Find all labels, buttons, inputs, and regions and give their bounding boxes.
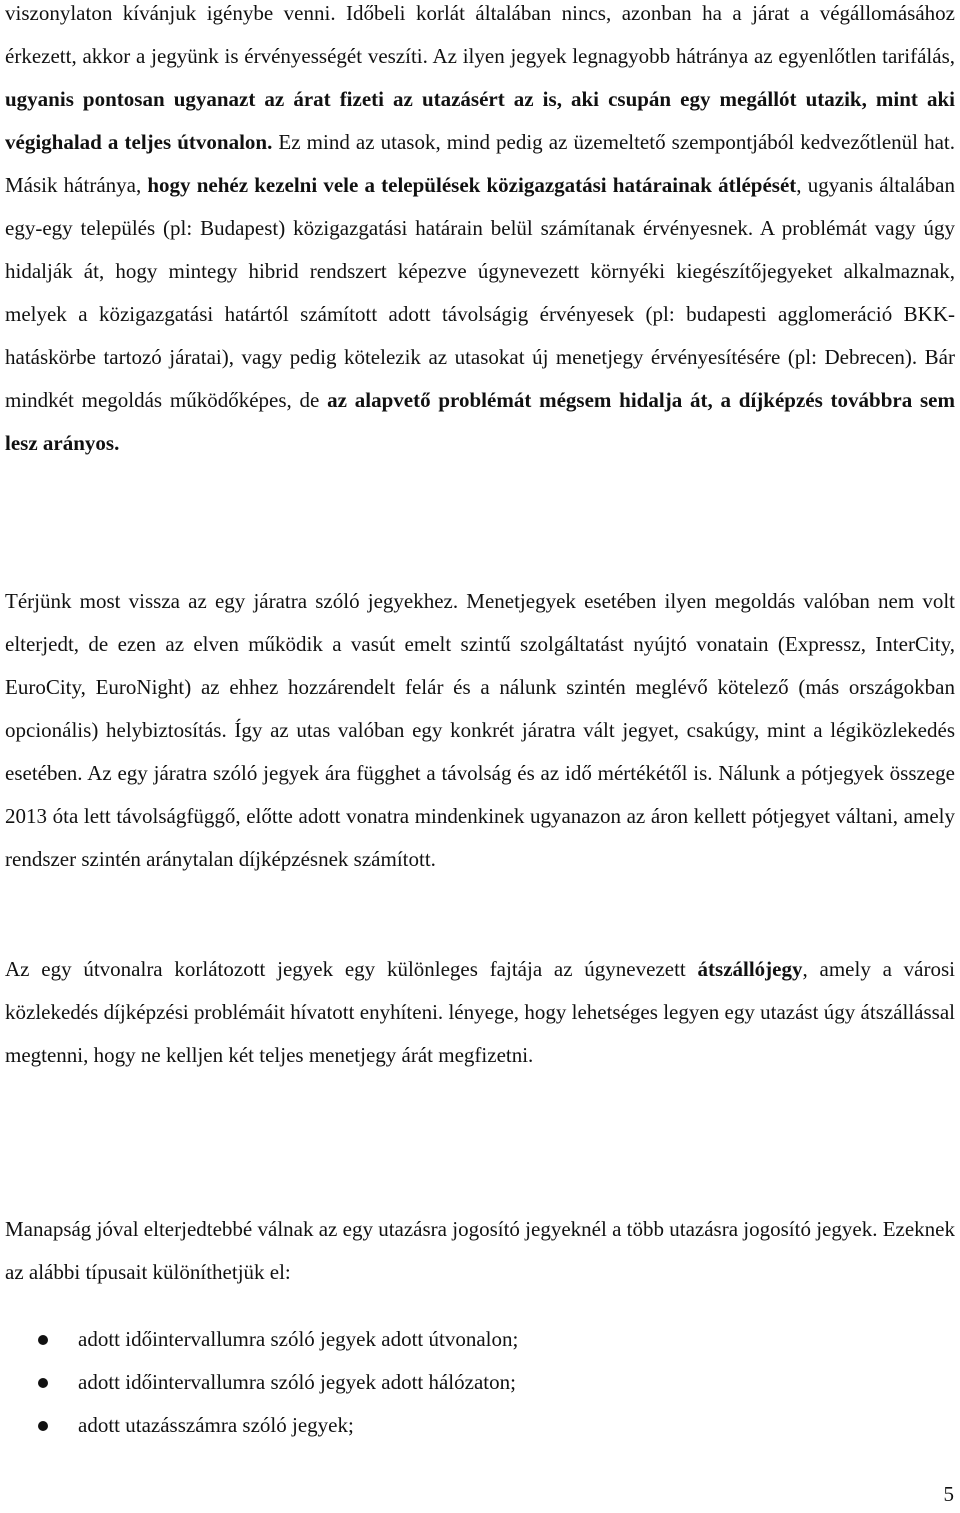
text-run: Az egy útvonalra korlátozott jegyek egy különleges fajtája az úgynevezett [5, 957, 698, 981]
bullet-icon [38, 1378, 48, 1388]
text-run: , ugyanis általában egy-egy település (pl: Budapest) közigazgatási határain belül számítanak érvényesnek. A problémát vagy úgy hidalják át, hogy mintegy hibrid rendszert képezve úgynevezett környéki kiegészítőjegyeket alkalmaznak, melyek a közigazgatási határtól számított adott távolságig érvényesek (pl: budapesti agglomeráció BKK-hatáskörbe tartozó járatai), vagy pedig kötelezik az utasokat új menetjegy érvényesítésére (pl: Debrecen). Bár mindkét megoldás működőképes, de [5, 173, 955, 412]
paragraph-multi-trip-intro [5, 1208, 955, 1294]
paragraph-transfer-ticket [5, 948, 955, 1077]
bullet-icon [38, 1421, 48, 1431]
bold-text-run: átszállójegy [697, 957, 803, 981]
page-number: 5 [943, 1482, 954, 1506]
paragraph-per-trip-tickets [5, 580, 955, 881]
list-item: adott utazásszámra szóló jegyek; [5, 1404, 955, 1447]
bullet-icon [38, 1335, 48, 1345]
ticket-types-list [5, 1318, 955, 1447]
paragraph-single-route-tickets [5, 0, 955, 465]
bold-text-run: az alapvető problémát mégsem hidalja át, a díjképzés továbbra sem lesz arányos. [5, 388, 955, 455]
text-run: Ez mind az utasok, mind pedig az üzemeltető szempontjából kedvezőtlenül hat. Másik hátránya, [5, 130, 955, 197]
text-run: , amely a városi közlekedés díjképzési problémáit hívatott enyhíteni. lényege, hogy lehetséges legyen egy utazást úgy átszállással megtenni, hogy ne kelljen két teljes menetjegy árát megfizetni. [5, 957, 956, 1067]
text-run: viszonylaton kívánjuk igénybe venni. Időbeli korlát általában nincs, azonban ha a járat a végállomásához érkezett, akkor a jegyünk is érvényességét veszíti. Az ilyen jegyek legnagyobb hátránya az egyenlőtlen tarifálás, [5, 1, 955, 68]
list-item: adott időintervallumra szóló jegyek adott hálózaton; [5, 1361, 955, 1404]
list-item: adott időintervallumra szóló jegyek adott útvonalon; [5, 1318, 955, 1361]
bold-text-run: hogy nehéz kezelni vele a települések közigazgatási határainak átlépését [147, 173, 797, 197]
text-run: Térjünk most vissza az egy járatra szóló jegyekhez. Menetjegyek esetében ilyen megoldás valóban nem volt elterjedt, de ezen az elven működik a vasút emelt szintű szolgáltatást nyújtó vonatain (Expressz, InterCity, EuroCity, EuroNight) az ehhez hozzárendelt felár és a nálunk szintén meglévő kötelező (más országokban opcionális) helybiztosítás. Így az utas valóban egy konkrét járatra vált jegyet, csakúgy, mint a légiközlekedés esetében. Az egy járatra szóló jegyek ára függhet a távolság és az idő mértékétől is. Nálunk a pótjegyek összege 2013 óta lett távolságfüggő, előtte adott vonatra mindenkinek ugyanazon az áron kellett pótjegyet váltani, amely rendszer szintén aránytalan díjképzésnek számított. [5, 589, 955, 871]
bold-text-run: ugyanis pontosan ugyanazt az árat fizeti az utazásért az is, aki csupán egy megállót utazik, mint aki végighalad a teljes útvonalon. [5, 87, 955, 154]
text-run: Manapság jóval elterjedtebbé válnak az egy utazásra jogosító jegyeknél a több utazásra jogosító jegyek. Ezeknek az alábbi típusait különíthetjük el: [5, 1217, 955, 1284]
